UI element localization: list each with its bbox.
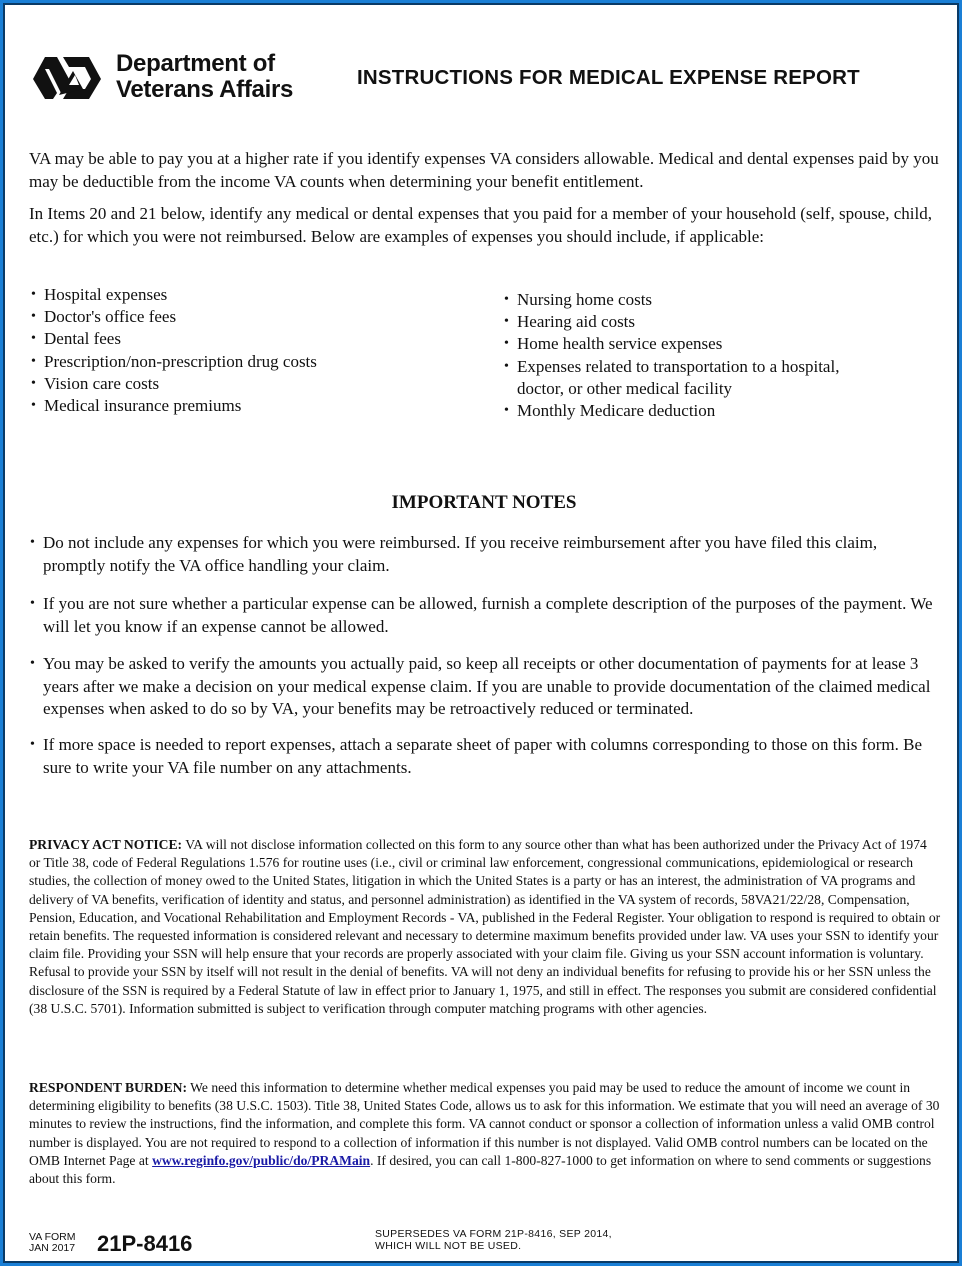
respondent-burden-text-end: . If desired, you can call 1-800-827-1000 to get information on where to send comments or suggestions about this form. bbox=[29, 1152, 932, 1187]
expense-item: • Dental fees bbox=[29, 328, 469, 350]
important-note-text: If you are not sure whether a particular expense can be allowed, furnish a complete description of the purposes of the payment. We will let you know if an expense cannot be allowed. bbox=[43, 594, 933, 636]
important-note-text: You may be asked to verify the amounts you actually paid, so keep all receipts or other documentation of payments for at lease 3 years after we make a decision on your medical expense claim. If you are unable to provide documentation of the claimed medical expenses when asked to do so by VA, your benefits may be retroactively reduced or terminated. bbox=[43, 654, 931, 718]
va-logo-icon bbox=[33, 53, 101, 103]
agency-name-line1: Department of bbox=[116, 50, 275, 77]
important-note-text: If more space is needed to report expenses, attach a separate sheet of paper with columns corresponding to those on this form. Be sure to write your VA file number on any attachments. bbox=[43, 735, 922, 777]
form-label-line1: VA FORM bbox=[29, 1231, 76, 1243]
expense-item: • Vision care costs bbox=[29, 373, 469, 395]
respondent-burden bbox=[29, 1079, 941, 1188]
supersedes-notice bbox=[375, 1229, 612, 1252]
intro-paragraph-1: VA may be able to pay you at a higher rate if you identify expenses VA considers allowable. Medical and dental expenses paid by you may be deductible from the income VA counts when determining your benefit entitlement. bbox=[29, 149, 939, 191]
important-note bbox=[29, 734, 941, 779]
important-note bbox=[29, 593, 941, 638]
expense-item: • Expenses related to transportation to a hospital, doctor, or other medical facility bbox=[502, 356, 882, 400]
expense-item: • Nursing home costs bbox=[502, 289, 882, 311]
expense-item: • Doctor's office fees bbox=[29, 306, 469, 328]
important-notes-heading: IMPORTANT NOTES bbox=[391, 492, 577, 513]
page-title: INSTRUCTIONS FOR MEDICAL EXPENSE REPORT bbox=[357, 66, 860, 89]
bullet-icon: • bbox=[30, 737, 35, 752]
expense-item: • Hearing aid costs bbox=[502, 311, 882, 333]
expense-item: • Medical insurance premiums bbox=[29, 395, 469, 417]
intro-paragraph-2: In Items 20 and 21 below, identify any medical or dental expenses that you paid for a member of your household (self, spouse, child, etc.) for which you were not reimbursed. Below are examples of expenses you should include, if applicable: bbox=[29, 204, 932, 246]
agency-name bbox=[116, 51, 293, 103]
supersedes-line2: WHICH WILL NOT BE USED. bbox=[375, 1239, 522, 1252]
expense-item: • Home health service expenses bbox=[502, 333, 882, 355]
form-date: JAN 2017 bbox=[29, 1242, 76, 1254]
expense-list-right bbox=[502, 289, 882, 422]
form-number: 21P-8416 bbox=[97, 1231, 193, 1256]
privacy-act-label: PRIVACY ACT NOTICE: bbox=[29, 837, 183, 852]
expense-item: • Hospital expenses bbox=[29, 284, 469, 306]
respondent-burden-text: We need this information to determine whether medical expenses you paid may be used to reduce the amount of income we count in determining eligibility to benefits (38 U.S.C. 1503). Title 38, United States Code, allows us to ask for this information. We estimate that you will need an average of 30 minutes to review the instructions, find the information, and complete this form. VA cannot conduct or sponsor a collection of information unless a valid OMB control number is displayed. You are not required to respond to a collection of information if this number is not displayed. Valid OMB control numbers can be located on the OMB Internet Page at bbox=[29, 1080, 940, 1168]
respondent-burden-label: RESPONDENT BURDEN: bbox=[29, 1080, 187, 1095]
expense-item: • Prescription/non-prescription drug costs bbox=[29, 351, 469, 373]
bullet-icon: • bbox=[30, 656, 35, 671]
important-note bbox=[29, 653, 941, 721]
agency-name-line2: Veterans Affairs bbox=[116, 76, 294, 103]
supersedes-line1: SUPERSEDES VA FORM 21P-8416, SEP 2014, bbox=[375, 1228, 612, 1240]
expense-list-left bbox=[29, 284, 469, 417]
privacy-act-notice bbox=[29, 836, 941, 1018]
form-label bbox=[29, 1232, 75, 1254]
bullet-icon: • bbox=[30, 535, 35, 550]
pra-main-link[interactable]: www.reginfo.gov/public/do/PRAMain bbox=[152, 1152, 371, 1168]
bullet-icon: • bbox=[30, 596, 35, 611]
privacy-act-text: VA will not disclose information collected on this form to any source other than what has been authorized under the Privacy Act of 1974 or Title 38, code of Federal Regulations 1.576 for routine uses (i.e., civil or criminal law enforcement, congressional communications, epidemiological or research studies, the collection of money owed to the United States, litigation in which the United States is a party or has an interest, the administration of VA programs and delivery of VA benefits, verification of identity and status, and personnel administration) as identified in the VA system of records, 58VA21/22/28, Compensation, Pension, Education, and Vocational Rehabilitation and Employment Records - VA, published in the Federal Register. Your obligation to respond is required to obtain or retain benefits. The requested information is considered relevant and necessary to determine maximum benefits provided under law. VA uses your SSN to identify your claim file. Providing your SSN will help ensure that your records are properly associated with your claim file. Giving us your SSN account information is voluntary. Refusal to provide your SSN by itself will not result in the denial of benefits. VA will not deny an individual benefits for refusing to provide his or her SSN unless the disclosure of the SSN is required by a Federal Statute of law in effect prior to January 1, 1975, and still in effect. The responses you submit are considered confidential (38 U.S.C. 5701). Information submitted is subject to verification through computer matching programs with other agencies. bbox=[29, 837, 941, 1016]
important-note bbox=[29, 532, 941, 577]
expense-item: • Monthly Medicare deduction bbox=[502, 400, 882, 422]
important-note-text: Do not include any expenses for which you were reimbursed. If you receive reimbursement after you have filed this claim, promptly notify the VA office handling your claim. bbox=[43, 533, 878, 575]
